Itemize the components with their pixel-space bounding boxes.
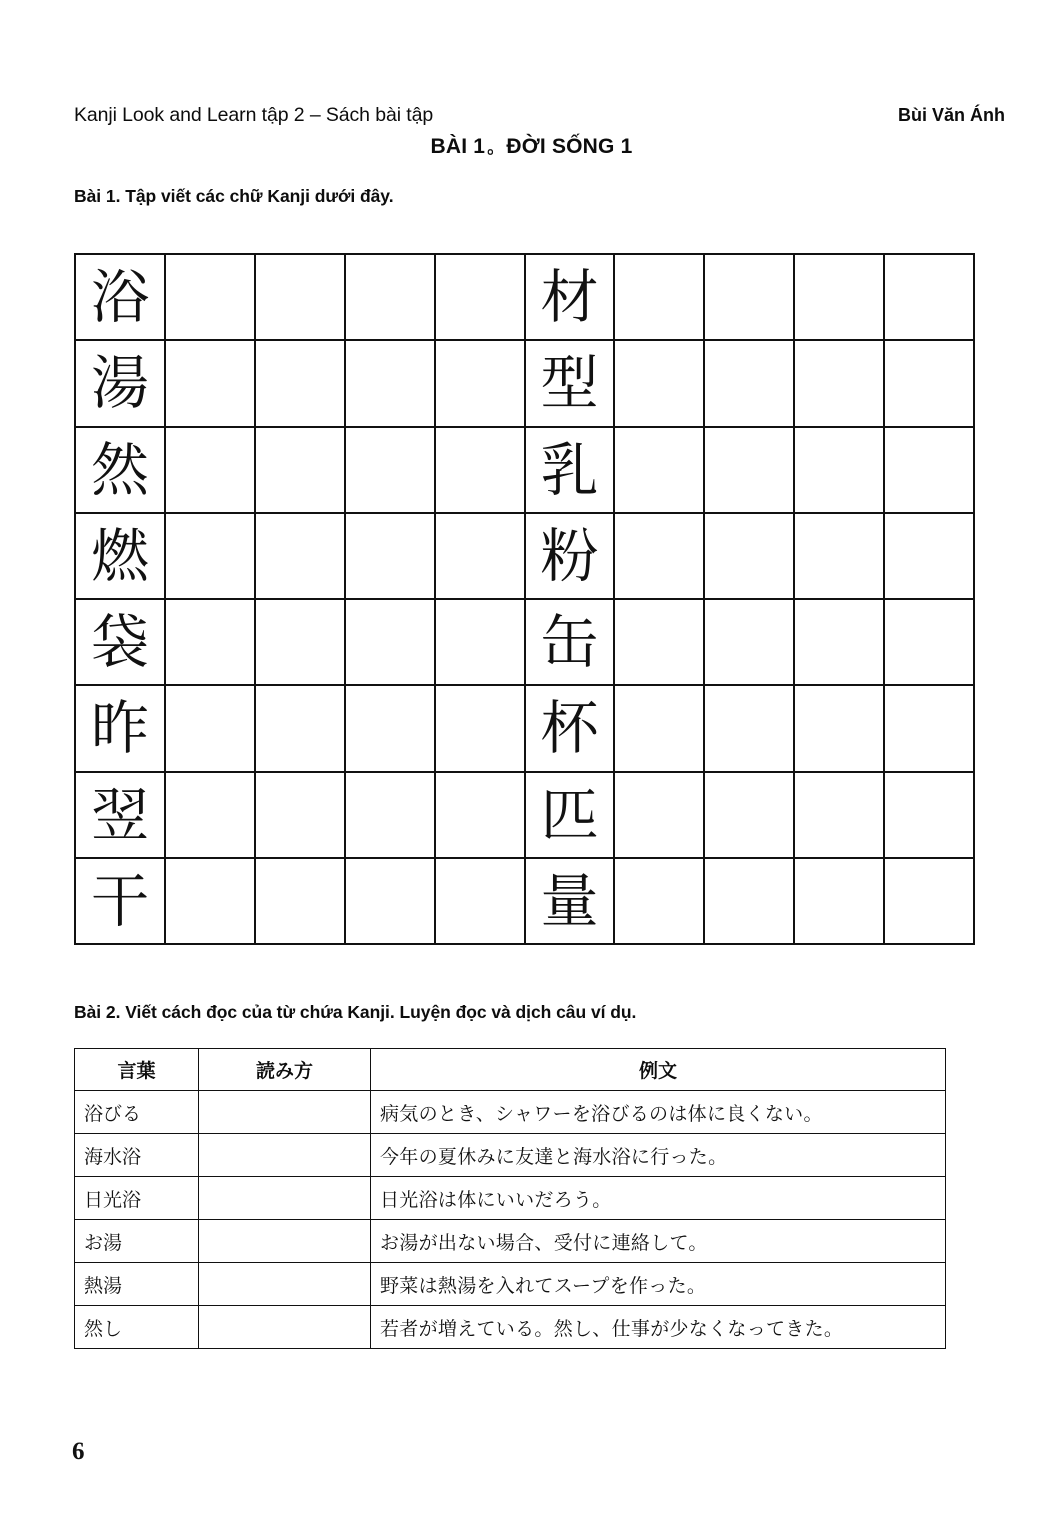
kanji-writing-cell[interactable] [615, 341, 705, 427]
kanji-glyph: 乳 [540, 435, 599, 504]
table-row [75, 1177, 946, 1220]
kanji-writing-cell[interactable] [436, 773, 526, 859]
kanji-writing-cell[interactable] [346, 428, 436, 514]
kanji-writing-cell[interactable] [256, 600, 346, 686]
example-sentence: お湯が出ない場合、受付に連絡して。 [371, 1220, 946, 1263]
kanji-writing-cell[interactable] [705, 428, 795, 514]
kanji-glyph: 湯 [90, 349, 149, 418]
column-header-word: 言葉 [75, 1049, 199, 1091]
kanji-model-cell[interactable] [76, 255, 166, 341]
vocabulary-table [74, 1048, 946, 1349]
reading-answer-field[interactable] [199, 1091, 371, 1134]
page-number: 6 [72, 1438, 85, 1465]
kanji-model-cell[interactable] [76, 341, 166, 427]
vocabulary-word: 日光浴 [75, 1177, 199, 1220]
author-name: Bùi Văn Ánh [898, 105, 1005, 125]
kanji-writing-cell[interactable] [256, 428, 346, 514]
reading-answer-field[interactable] [199, 1263, 371, 1306]
kanji-writing-cell[interactable] [615, 859, 705, 945]
kanji-glyph: 量 [540, 866, 599, 935]
kanji-writing-cell[interactable] [346, 773, 436, 859]
kanji-writing-cell[interactable] [795, 859, 885, 945]
kanji-writing-cell[interactable] [436, 341, 526, 427]
kanji-model-cell[interactable] [76, 859, 166, 945]
lesson-title [0, 133, 1063, 159]
kanji-writing-cell[interactable] [885, 686, 975, 772]
kanji-glyph: 缶 [540, 608, 599, 677]
example-sentence: 日光浴は体にいいだろう。 [371, 1177, 946, 1220]
kanji-model-cell[interactable] [526, 773, 616, 859]
table-row [75, 1134, 946, 1177]
kanji-writing-cell[interactable] [346, 859, 436, 945]
kanji-writing-cell[interactable] [436, 514, 526, 600]
kanji-writing-cell[interactable] [705, 686, 795, 772]
kanji-writing-cell[interactable] [795, 255, 885, 341]
kanji-writing-cell[interactable] [346, 600, 436, 686]
kanji-glyph: 昨 [90, 694, 149, 763]
kanji-writing-cell[interactable] [346, 341, 436, 427]
kanji-writing-cell[interactable] [885, 773, 975, 859]
kanji-writing-cell[interactable] [346, 255, 436, 341]
kanji-writing-cell[interactable] [795, 773, 885, 859]
kanji-practice-grid [74, 253, 975, 945]
table-row [75, 1220, 946, 1263]
kanji-glyph: 然 [90, 435, 149, 504]
kanji-writing-cell[interactable] [436, 428, 526, 514]
lesson-title-separator: 。 [487, 138, 505, 158]
kanji-writing-cell[interactable] [346, 686, 436, 772]
kanji-writing-cell[interactable] [256, 859, 346, 945]
table-row [75, 1263, 946, 1306]
kanji-model-cell[interactable] [76, 600, 166, 686]
vocabulary-word: 然し [75, 1306, 199, 1349]
kanji-writing-cell[interactable] [885, 341, 975, 427]
kanji-glyph: 袋 [90, 608, 149, 677]
exercise2-heading: Bài 2. Viết cách đọc của từ chứa Kanji. Luyện đọc và dịch câu ví dụ. [74, 1002, 637, 1022]
kanji-writing-cell[interactable] [795, 428, 885, 514]
kanji-writing-cell[interactable] [166, 255, 256, 341]
kanji-writing-cell[interactable] [436, 600, 526, 686]
kanji-writing-cell[interactable] [885, 514, 975, 600]
kanji-writing-cell[interactable] [166, 514, 256, 600]
page-header [74, 104, 1005, 127]
kanji-writing-cell[interactable] [166, 428, 256, 514]
kanji-writing-cell[interactable] [795, 686, 885, 772]
kanji-glyph: 杯 [540, 694, 599, 763]
kanji-writing-cell[interactable] [166, 859, 256, 945]
kanji-writing-cell[interactable] [885, 859, 975, 945]
kanji-writing-cell[interactable] [795, 341, 885, 427]
vocabulary-word: お湯 [75, 1220, 199, 1263]
kanji-glyph: 材 [540, 263, 599, 332]
kanji-model-cell[interactable] [526, 341, 616, 427]
kanji-writing-cell[interactable] [166, 773, 256, 859]
kanji-writing-cell[interactable] [885, 428, 975, 514]
kanji-writing-cell[interactable] [615, 428, 705, 514]
kanji-writing-cell[interactable] [705, 255, 795, 341]
vocabulary-word: 熱湯 [75, 1263, 199, 1306]
table-header-row [75, 1049, 946, 1091]
kanji-glyph: 燃 [90, 521, 149, 590]
kanji-writing-cell[interactable] [885, 255, 975, 341]
column-header-reading: 読み方 [199, 1049, 371, 1091]
kanji-writing-cell[interactable] [615, 600, 705, 686]
book-title: Kanji Look and Learn tập 2 – Sách bài tập [74, 104, 434, 126]
kanji-model-cell[interactable] [526, 255, 616, 341]
lesson-title-suffix: ĐỜI SỐNG 1 [506, 135, 633, 158]
kanji-model-cell[interactable] [526, 859, 616, 945]
kanji-writing-cell[interactable] [256, 255, 346, 341]
kanji-model-cell[interactable] [76, 514, 166, 600]
kanji-writing-cell[interactable] [256, 514, 346, 600]
table-row [75, 1091, 946, 1134]
reading-answer-field[interactable] [199, 1134, 371, 1177]
kanji-writing-cell[interactable] [885, 600, 975, 686]
kanji-writing-cell[interactable] [705, 514, 795, 600]
reading-answer-field[interactable] [199, 1177, 371, 1220]
kanji-model-cell[interactable] [76, 428, 166, 514]
kanji-writing-cell[interactable] [436, 859, 526, 945]
exercise1-heading: Bài 1. Tập viết các chữ Kanji dưới đây. [74, 186, 394, 206]
kanji-glyph: 翌 [90, 780, 149, 849]
kanji-glyph: 粉 [540, 521, 599, 590]
kanji-writing-cell[interactable] [346, 514, 436, 600]
kanji-model-cell[interactable] [526, 686, 616, 772]
kanji-glyph: 浴 [90, 263, 149, 332]
column-header-example: 例文 [371, 1049, 946, 1091]
kanji-writing-cell[interactable] [256, 341, 346, 427]
kanji-glyph: 匹 [540, 780, 599, 849]
kanji-writing-cell[interactable] [615, 514, 705, 600]
kanji-writing-cell[interactable] [795, 600, 885, 686]
example-sentence: 若者が増えている。然し、仕事が少なくなってきた。 [371, 1306, 946, 1349]
kanji-writing-cell[interactable] [705, 773, 795, 859]
kanji-writing-cell[interactable] [436, 255, 526, 341]
kanji-writing-cell[interactable] [166, 341, 256, 427]
example-sentence: 病気のとき、シャワーを浴びるのは体に良くない。 [371, 1091, 946, 1134]
kanji-writing-cell[interactable] [705, 600, 795, 686]
kanji-writing-cell[interactable] [615, 255, 705, 341]
kanji-model-cell[interactable] [526, 514, 616, 600]
kanji-writing-cell[interactable] [256, 773, 346, 859]
table-row [75, 1306, 946, 1349]
kanji-model-cell[interactable] [76, 686, 166, 772]
reading-answer-field[interactable] [199, 1306, 371, 1349]
kanji-model-cell[interactable] [526, 600, 616, 686]
kanji-writing-cell[interactable] [166, 686, 256, 772]
kanji-writing-cell[interactable] [615, 686, 705, 772]
kanji-writing-cell[interactable] [615, 773, 705, 859]
kanji-writing-cell[interactable] [705, 341, 795, 427]
kanji-writing-cell[interactable] [256, 686, 346, 772]
reading-answer-field[interactable] [199, 1220, 371, 1263]
kanji-writing-cell[interactable] [795, 514, 885, 600]
kanji-writing-cell[interactable] [166, 600, 256, 686]
kanji-model-cell[interactable] [526, 428, 616, 514]
example-sentence: 野菜は熱湯を入れてスープを作った。 [371, 1263, 946, 1306]
kanji-writing-cell[interactable] [705, 859, 795, 945]
example-sentence: 今年の夏休みに友達と海水浴に行った。 [371, 1134, 946, 1177]
vocabulary-word: 海水浴 [75, 1134, 199, 1177]
kanji-writing-cell[interactable] [436, 686, 526, 772]
vocabulary-word: 浴びる [75, 1091, 199, 1134]
kanji-model-cell[interactable] [76, 773, 166, 859]
kanji-glyph: 干 [90, 866, 149, 935]
kanji-glyph: 型 [540, 349, 599, 418]
lesson-title-prefix: BÀI 1 [430, 135, 486, 158]
